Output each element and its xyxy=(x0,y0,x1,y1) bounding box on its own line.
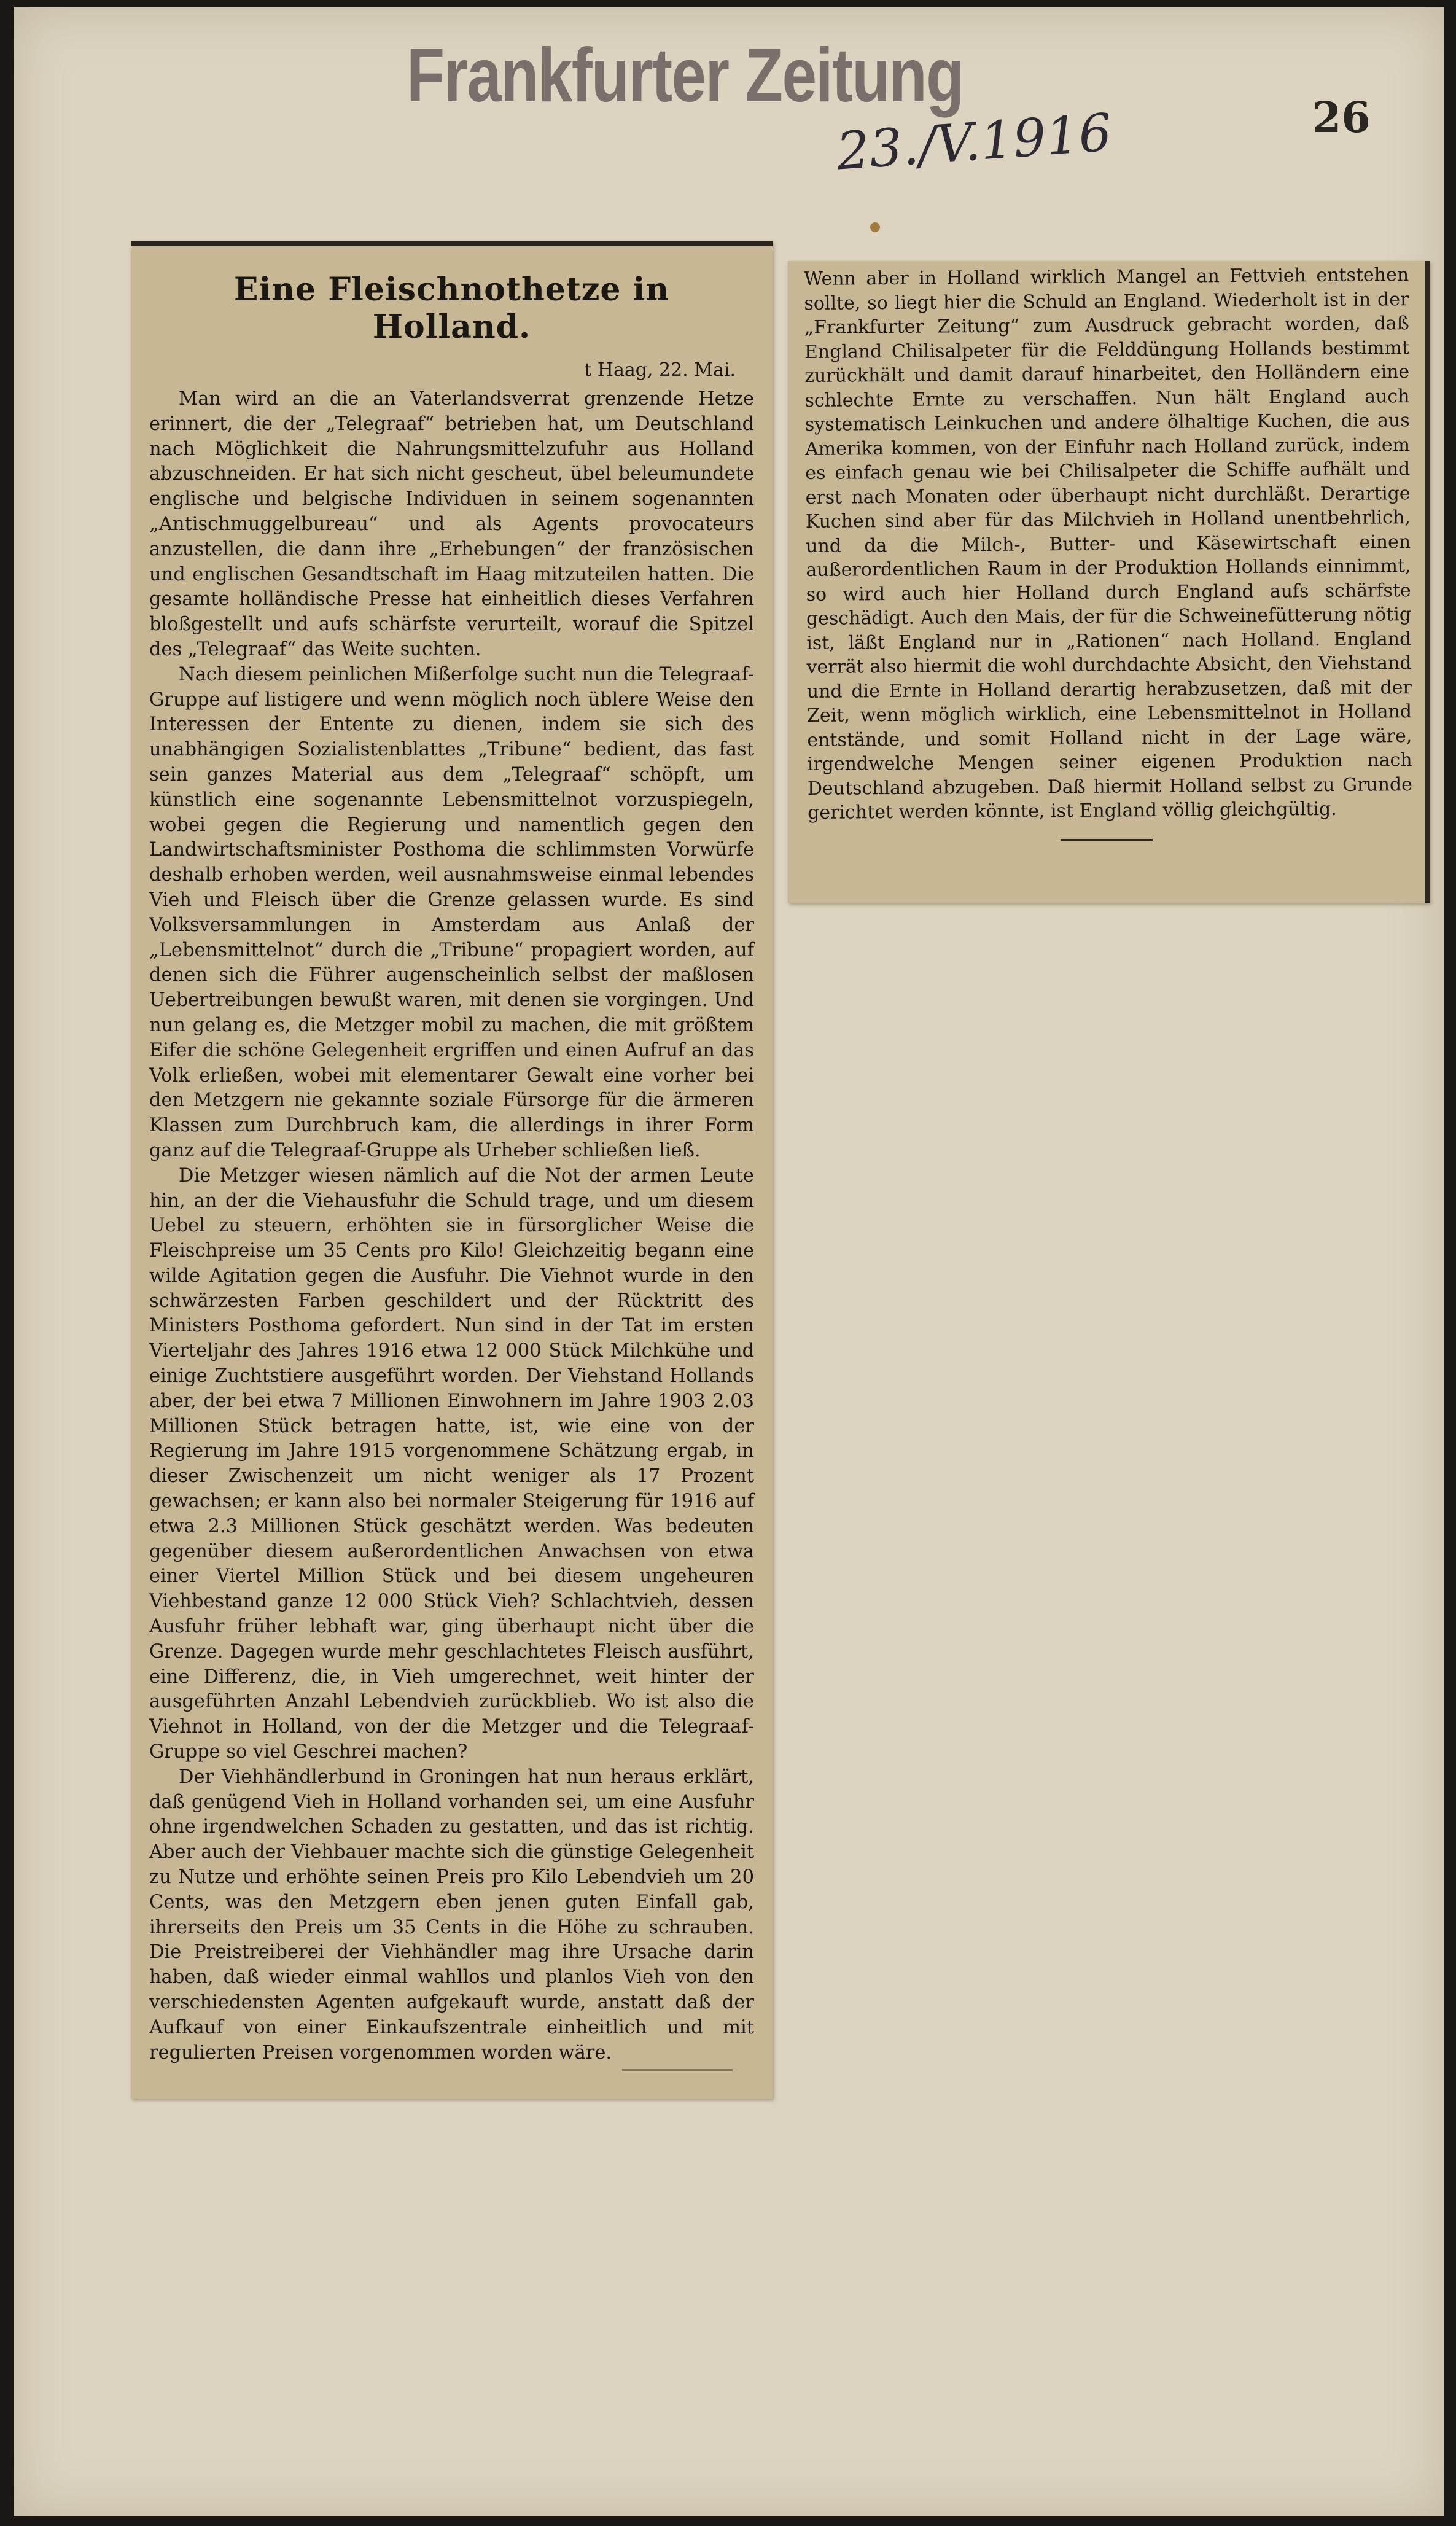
article-body xyxy=(149,387,754,2065)
article-paragraph-3: Die Metzger wiesen nämlich auf die Not der armen Leute hin, an der die Viehausfuhr die Schuld trage, und um diesem Uebel zu steuern, erhöhten sie in fürsorglicher Weise die Fleischpreise um 35 Cents pro Kilo! Gleichzeitig begann eine wilde Agitation gegen die Ausfuhr. Die Viehnot wurde in den schwärzesten Farben geschildert und der Rücktritt des Ministers Posthoma gefordert. Nun sind in der Tat im ersten Vierteljahr des Jahres 1916 etwa 12 000 Stück Milchkühe und einige Zuchtstiere ausgeführt worden. Der Viehstand Hollands aber, der bei etwa 7 Millionen Einwohnern im Jahre 1903 2.03 Millionen Stück betragen hatte, ist, wie eine von der Regierung im Jahre 1915 vorgenommene Schätzung ergab, in dieser Zwischenzeit um nicht weniger als 17 Prozent gewachsen; er kann also bei normaler Steigerung für 1916 auf etwa 2.3 Millionen Stück geschätzt werden. Was bedeuten gegenüber diesem außerordentlichen Anwachsen von etwa einer Viertel Million Stück und bei diesem ungeheuren Viehbestand ganze 12 000 Stück Vieh? Schlachtvieh, dessen Ausfuhr früher lebhaft war, ging überhaupt nicht über die Grenze. Dagegen wurde mehr geschlachtetes Fleisch ausführt, eine Differenz, die, in Vieh umgerechnet, weit hinter der ausgeführten Anzahl Lebendvieh zurückblieb. Wo ist also die Viehnot in Holland, von der die Metzger und die Telegraaf-Gruppe so viel Geschrei machen? xyxy=(149,1164,754,1763)
article-continuation xyxy=(804,263,1412,825)
article-clipping-left xyxy=(131,241,773,2099)
page-number: 26 xyxy=(1312,93,1371,142)
ink-dot xyxy=(870,222,880,232)
handwritten-date: 23./V.1916 xyxy=(835,102,1114,182)
end-rule xyxy=(1061,839,1153,841)
article-dateline: t Haag, 22. Mai. xyxy=(584,359,736,381)
article-paragraph-4: Der Viehhändlerbund in Groningen hat nun heraus erklärt, daß genügend Vieh in Holland vorhanden sei, um eine Ausfuhr ohne irgendwelchen Schaden zu gestatten, und das ist richtig. Aber auch der Viehbauer machte sich die günstige Gelegenheit zu Nutze und erhöhte seinen Preis pro Kilo Lebendvieh um 20 Cents, was den Metzgern eben jenen guten Einfall gab, ihrerseits den Preis um 35 Cents in die Höhe zu schrauben. Die Preistreiberei der Viehhändler mag ihre Ursache darin haben, daß wieder einmal wahllos und planlos Vieh von den verschiedensten Agenten aufgekauft wurde, anstatt daß der Aufkauf von einer Einkaufszentrale einheitlich und mit regulierten Preisen vorgenommen worden wäre. xyxy=(149,1766,754,2064)
article-paragraph-2: Nach diesem peinlichen Mißerfolge sucht nun die Telegraaf-Gruppe auf listigere und wenn möglich noch üblere Weise den Interessen der Entente zu dienen, indem sie sich des unabhängigen Sozialistenblattes „Tribune“ bedient, das fast sein ganzes Material aus dem „Telegraaf“ schöpft, um künstlich eine sogenannte Lebensmittelnot vorzuspiegeln, wobei gegen die Regierung und namentlich gegen den Landwirtschaftsminister Posthoma die schlimmsten Vorwürfe deshalb erhoben werden, weil ausnahmsweise einmal lebendes Vieh und Fleisch über die Grenze gelassen wurde. Es sind Volksversammlungen in Amsterdam aus Anlaß der „Lebensmittelnot“ durch die „Tribune“ propagiert worden, auf denen sich die Führer augenscheinlich selbst der maßlosen Uebertreibungen bewußt waren, mit denen sie vorgingen. Und nun gelang es, die Metzger mobil zu machen, die mit größtem Eifer die schöne Gelegenheit ergriffen und einen Aufruf an das Volk erließen, wobei mit elementarer Gewalt eine vorher bei den Metzgern nie gekannte soziale Fürsorge für die ärmeren Klassen zum Durchbruch kam, die allerdings in ihrer Form ganz auf die Telegraaf-Gruppe als Urheber schließen ließ. xyxy=(149,663,754,1161)
article-headline: Eine Fleischnothetze in Holland. xyxy=(233,271,670,346)
article-clipping-right xyxy=(788,261,1430,903)
masthead-stamp: Frankfurter Zeitung xyxy=(407,33,964,118)
article-paragraph-1: Man wird an die an Vaterlandsverrat grenzende Hetze erinnert, die der „Telegraaf“ betrieben hat, um Deutschland nach Möglichkeit die Nahrungsmittelzufuhr aus Holland abzuschneiden. Er hat sich nicht gescheut, übel beleumundete englische und belgische Individuen in seinem sogenannten „Antischmuggelbureau“ und als Agents provocateurs anzustellen, die dann ihre „Erhebungen“ der französischen und englischen Gesandtschaft im Haag mitzuteilen hatten. Die gesamte holländische Presse hat einheitlich dieses Verfahren bloßgestellt und aufs schärfste verurteilt, worauf die Spitzel des „Telegraaf“ das Weite suchten. xyxy=(149,388,754,660)
continuation-text: Wenn aber in Holland wirklich Mangel an Fettvieh entstehen sollte, so liegt hier die Schuld an England. Wiederholt ist in der „Frankfurter Zeitung“ zum Ausdruck gebracht worden, daß England Chilisalpeter für die Felddüngung Hollands bestimmt zurückhält und damit darauf hinarbeitet, den Holländern eine schlechte Ernte zu verschaffen. Nun hält England auch systematisch Leinkuchen und andere ölhaltige Kuchen, die aus Amerika kommen, von der Einfuhr nach Holland zurück, indem es einfach genau wie bei Chilisalpeter die Schiffe aufhält und erst nach Monaten oder überhaupt nicht durchläßt. Derartige Kuchen sind aber für das Milchvieh in Holland unentbehrlich, und da die Milch-, Butter- und Käsewirtschaft einen außerordentlichen Raum in der Produktion Hollands einnimmt, so wird auch hier Holland durch England aufs schärfste geschädigt. Auch den Mais, der für die Schweinefütterung nötig ist, läßt England nur in „Rationen“ nach Holland. England verrät also hiermit die wohl durchdachte Absicht, den Viehstand und die Ernte in Holland derartig herabzusetzen, daß mit der Zeit, wenn möglich wirklich, eine Lebensmittelnot in Holland entstände, und somit Holland nicht in der Lage wäre, irgendwelche Mengen seiner eigenen Produktion nach Deutschland abzugeben. Daß hiermit Holland selbst zu Grunde gerichtet werden könnte, ist England völlig gleichgültig. xyxy=(804,264,1413,824)
clipping-cut-line xyxy=(622,2069,733,2071)
